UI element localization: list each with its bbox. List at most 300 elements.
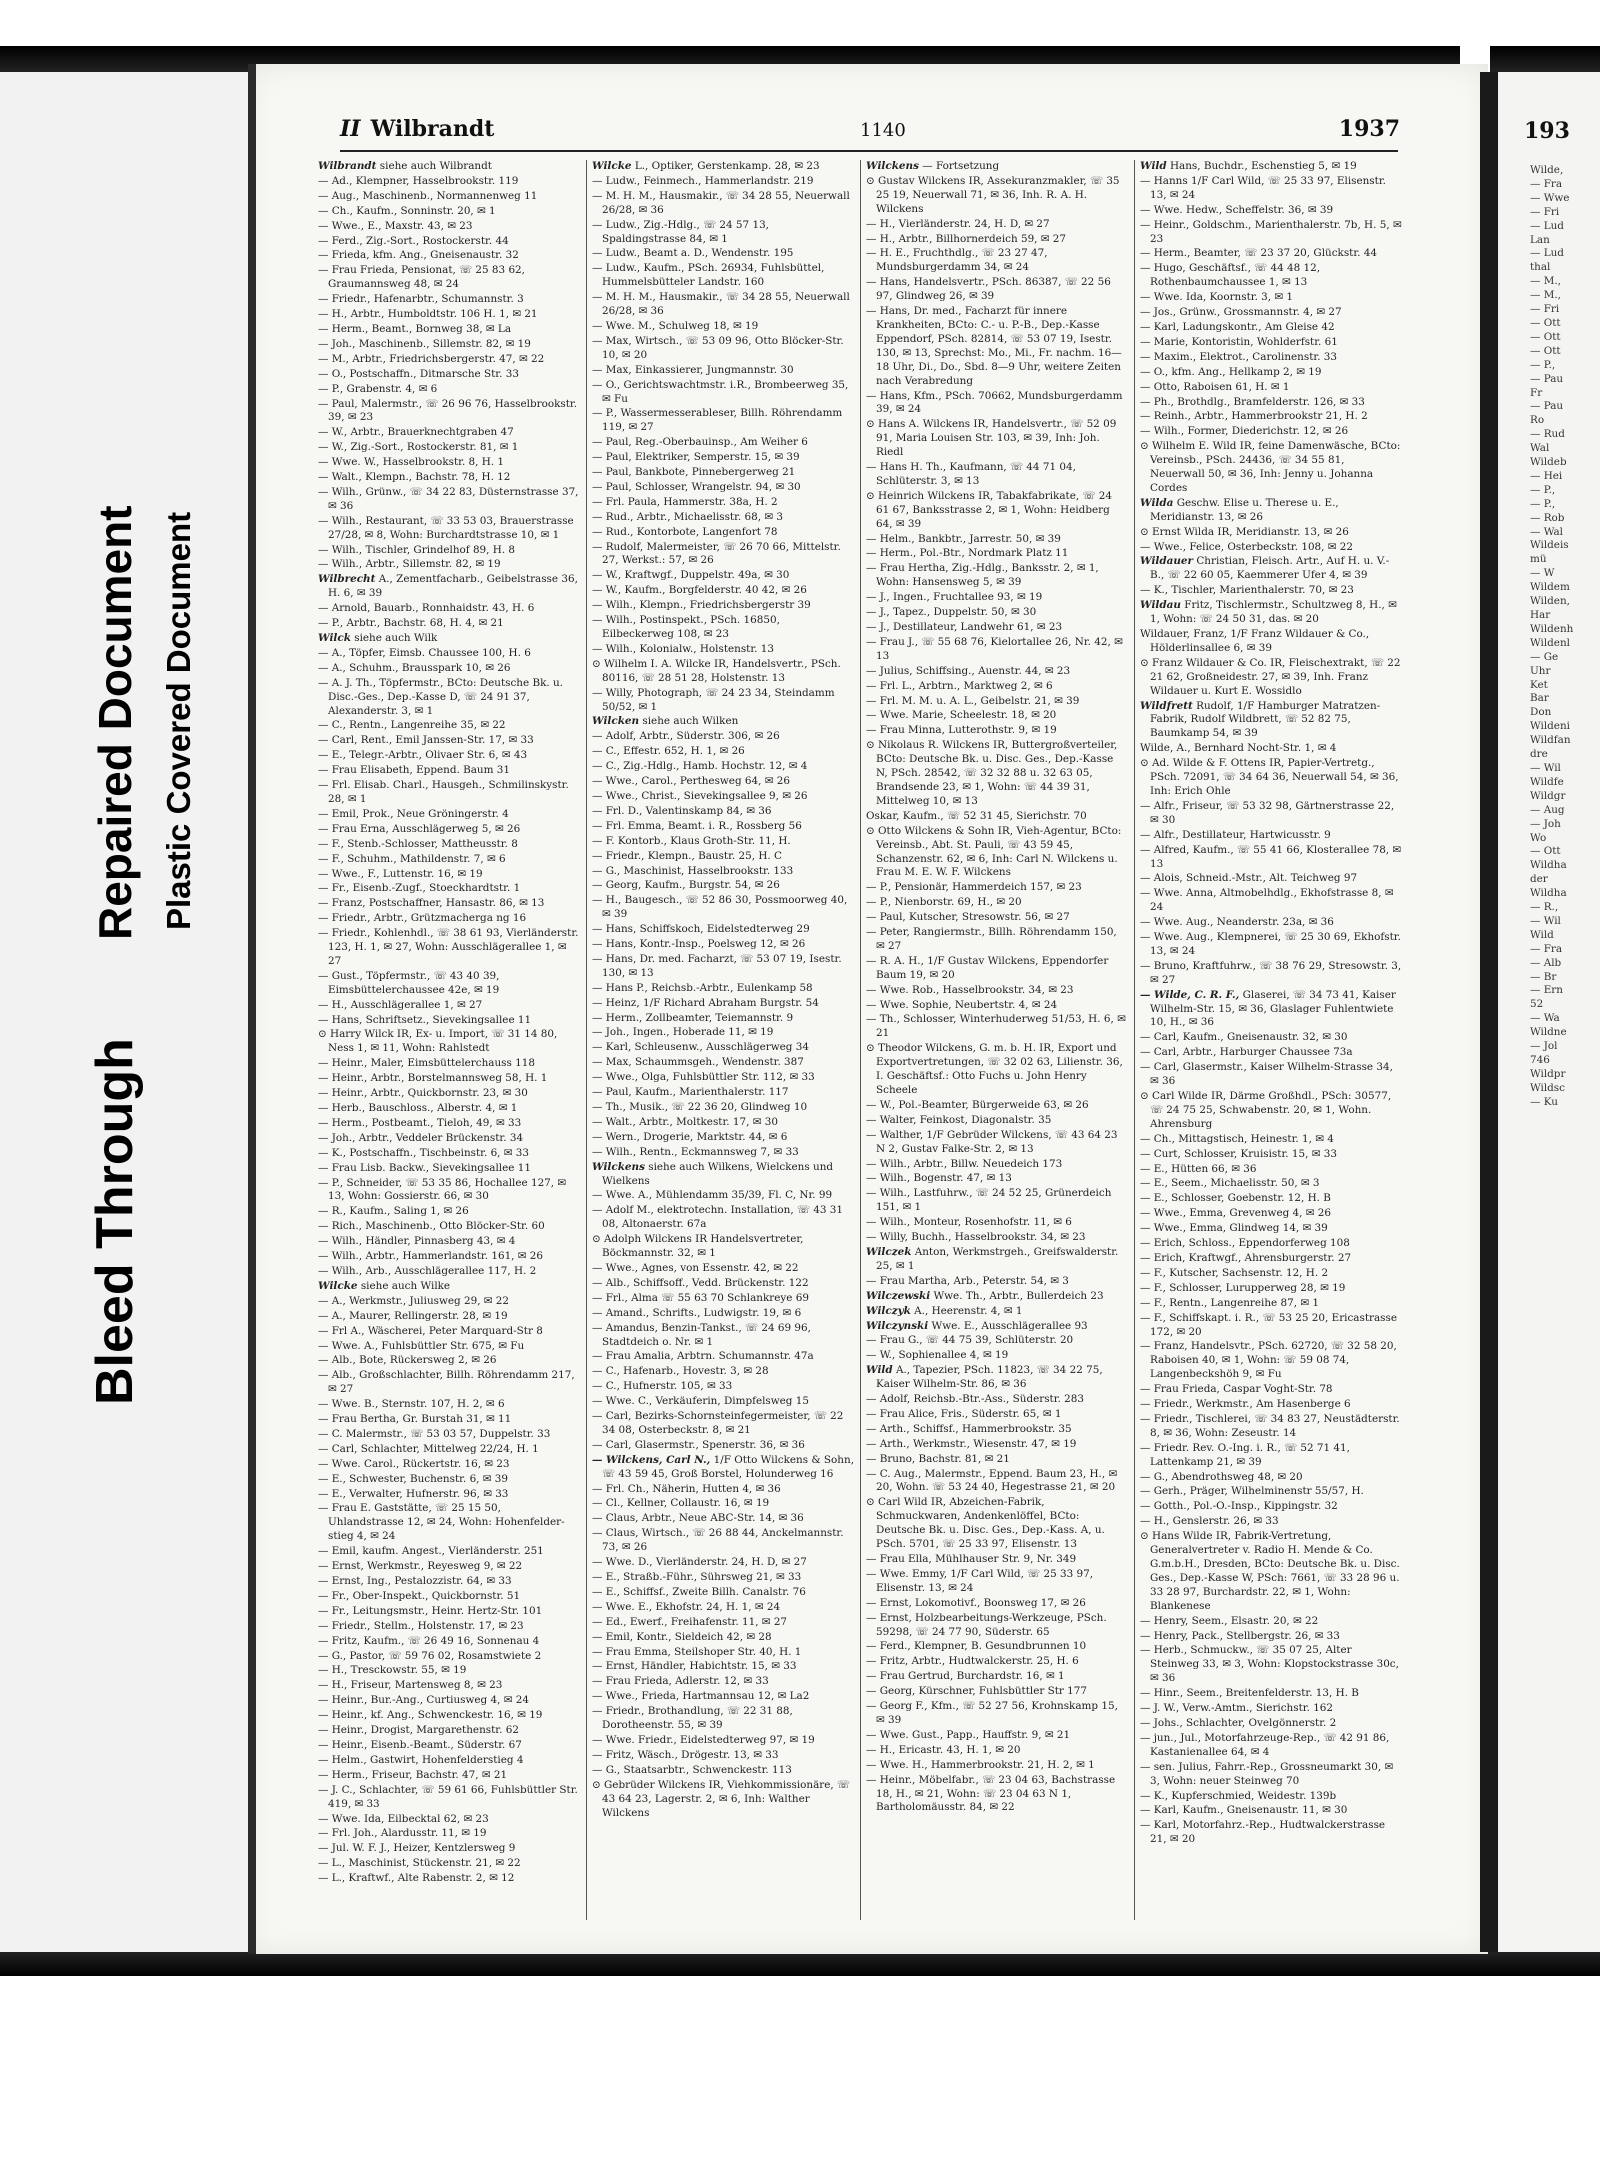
column-divider	[1134, 160, 1135, 1920]
page-gutter	[1480, 72, 1498, 1952]
entry-text: — Friedr., Werkmstr., Am Hasenberge 6	[1140, 1398, 1351, 1411]
next-page-line: — Wil	[1530, 914, 1561, 927]
directory-entry	[1140, 396, 1402, 410]
entry-text: — H., Arbtr., Humboldtstr. 106 H. 1, ✉ 21	[318, 308, 538, 321]
entry-text: — Ludw., Zig.-Hdlg., ☏ 24 57 13, Spaldingstrasse 84, ✉ 1	[592, 218, 769, 245]
directory-entry	[318, 1473, 580, 1487]
directory-entry	[318, 999, 580, 1013]
entry-text: ⊙ Harry Wilck IR, Ex- u. Import, ☏ 31 14 80, Ness 1, ✉ 11, Wohn: Rahlstedt	[318, 1028, 558, 1055]
entry-text: — Frau Alice, Fris., Süderstr. 65, ✉ 1	[866, 1407, 1062, 1420]
entry-surname: — Wilde, C. R. F.,	[1140, 988, 1240, 1001]
directory-entry	[592, 407, 854, 435]
directory-entry	[1140, 262, 1402, 290]
directory-entry	[592, 1527, 854, 1555]
directory-entry	[1140, 829, 1402, 843]
directory-entry	[866, 1655, 1128, 1669]
entry-text: — Wern., Drogerie, Marktstr. 44, ✉ 6	[592, 1130, 788, 1143]
entry-text: — Ernst, Händler, Habichtstr. 15, ✉ 33	[592, 1660, 797, 1673]
entry-text: — Joh., Ingen., Hoberade 11, ✉ 19	[592, 1026, 774, 1039]
directory-entry	[318, 1250, 580, 1264]
entry-text: — Claus, Wirtsch., ☏ 26 88 44, Anckelmannstr. 73, ✉ 26	[592, 1527, 844, 1554]
directory-entry	[592, 1660, 854, 1674]
entry-text: — Heinr., Drogist, Margarethenstr. 62	[318, 1724, 519, 1737]
next-page-line: Ket	[1530, 678, 1548, 691]
directory-entry	[1140, 321, 1402, 335]
next-page-line: — Ott	[1530, 330, 1561, 343]
entry-text: — E., Hütten 66, ✉ 36	[1140, 1162, 1257, 1175]
entry-text: — M., Arbtr., Friedrichsbergerstr. 47, ✉ 22	[318, 352, 545, 365]
directory-entry	[1140, 541, 1402, 555]
directory-entry	[866, 739, 1128, 809]
next-page-line: — Fra	[1530, 177, 1563, 190]
entry-text: — Herm., Zollbeamter, Teiemannstr. 9	[592, 1011, 794, 1024]
entry-text: — Hugo, Geschäftsf., ☏ 44 48 12, Rothenbaumchaussee 1, ✉ 13	[1140, 262, 1321, 289]
directory-entry	[866, 1290, 1128, 1304]
entry-text: Wildauer, Franz, 1/F Franz Wildauer & Co., Hölderlinsallee 6, ✉ 39	[1140, 628, 1370, 654]
entry-text: 1/F Otto Wilckens & Sohn, ☏ 43 59 45, Groß Borstel, Holunderweg 16	[602, 1453, 854, 1480]
directory-entry	[866, 1364, 1128, 1392]
next-page-line: Ro	[1530, 414, 1545, 427]
directory-entry	[866, 533, 1128, 547]
directory-entry	[318, 617, 580, 631]
directory-entry	[318, 897, 580, 911]
entry-surname: Wildauer	[1140, 555, 1194, 568]
entry-text: — Wilh., Kolonialw., Holstenstr. 13	[592, 642, 775, 655]
directory-entry	[866, 1187, 1128, 1215]
entry-text: — W., Kraftwgf., Duppelstr. 49a, ✉ 30	[592, 569, 790, 582]
directory-entry	[592, 364, 854, 378]
directory-entry	[866, 562, 1128, 590]
directory-entry	[592, 850, 854, 864]
directory-entry	[318, 1325, 580, 1339]
entry-text: — Friedr., Stellm., Holstenstr. 17, ✉ 23	[318, 1619, 524, 1632]
entry-text: — Aug., Maschinenb., Normannenweg 11	[318, 189, 538, 202]
entry-text: — Carl, Kaufm., Gneisenaustr. 32, ✉ 30	[1140, 1031, 1348, 1044]
directory-entry	[592, 953, 854, 981]
entry-text: — Hans P., Reichsb.-Arbtr., Eulenkamp 58	[592, 981, 813, 994]
entry-text: — Jos., Grünw., Grossmannstr. 4, ✉ 27	[1140, 306, 1342, 319]
entry-text: — Wilh., Lastfuhrw., ☏ 24 52 25, Grünerdeich 151, ✉ 1	[866, 1187, 1112, 1214]
header-rule	[340, 150, 1398, 152]
entry-text: — Wilh., Postinspekt., PSch. 16850, Eilbeckerweg 108, ✉ 23	[592, 614, 780, 640]
next-page-line: — Fri	[1530, 205, 1560, 218]
directory-entry	[318, 426, 580, 440]
entry-text: — H., Ericastr. 43, H. 1, ✉ 20	[866, 1743, 1021, 1756]
entry-text: — Heinr., Maler, Eimsbüttelerchauss 118	[318, 1057, 535, 1070]
directory-entry	[318, 1488, 580, 1502]
entry-text: — Heinr., kf. Ang., Schwenckestr. 16, ✉ 19	[318, 1709, 543, 1722]
directory-entry	[318, 353, 580, 367]
entry-text: — Fritz, Wäsch., Drögestr. 13, ✉ 33	[592, 1748, 779, 1761]
directory-entry	[1140, 1630, 1402, 1644]
entry-text: — Wwe. Ida, Koornstr. 3, ✉ 1	[1140, 291, 1294, 304]
directory-entry	[592, 1512, 854, 1526]
directory-entry	[592, 1277, 854, 1291]
next-page-line: — Wwe	[1530, 191, 1570, 204]
entry-text: — Erich, Schloss., Eppendorferweg 108	[1140, 1237, 1350, 1250]
next-page-line: — Wil	[1530, 761, 1561, 774]
directory-entry	[866, 1685, 1128, 1699]
directory-entry	[866, 591, 1128, 605]
entry-text: — L., Maschinist, Stückenstr. 21, ✉ 22	[318, 1857, 521, 1870]
directory-entry	[318, 1813, 580, 1827]
entry-text: — F., Kutscher, Sachsenstr. 12, H. 2	[1140, 1266, 1329, 1279]
next-page-line: Lan	[1530, 233, 1550, 246]
entry-text: — Wwe., Felice, Osterbeckstr. 108, ✉ 22	[1140, 540, 1354, 553]
directory-entry	[866, 636, 1128, 664]
entry-text: — Curt, Schlosser, Kruisistr. 15, ✉ 33	[1140, 1147, 1337, 1160]
entry-text: — Carl, Glasermstr., Kaiser Wilhelm-Strasse 34, ✉ 36	[1140, 1061, 1393, 1088]
entry-text: siehe auch Wilkens, Wielckens und Wielkens	[602, 1160, 834, 1187]
entry-surname: Wilczynski	[866, 1319, 929, 1332]
directory-entry	[318, 1220, 580, 1234]
entry-text: — Willy, Photograph, ☏ 24 23 34, Steindamm 50/52, ✉ 1	[592, 686, 835, 713]
entry-text: — A., Maurer, Rellingerstr. 28, ✉ 19	[318, 1309, 508, 1322]
entry-text: — Paul, Schlosser, Wrangelstr. 94, ✉ 30	[592, 480, 801, 493]
entry-text: — P., Nienborstr. 69, H., ✉ 20	[866, 896, 1022, 909]
entry-text: — Wilh., Grünw., ☏ 34 22 83, Düsternstrasse 37, ✉ 36	[318, 485, 579, 512]
entry-text: — Frau Gertrud, Burchardstr. 16, ✉ 1	[866, 1670, 1065, 1683]
column-divider	[586, 160, 587, 1920]
entry-text: — Wilh., Klempn., Friedrichsbergerstr 39	[592, 599, 811, 612]
directory-entry	[866, 955, 1128, 983]
directory-entry	[866, 1568, 1128, 1596]
entry-text: — Ernst, Lokomotivf., Boonsweg 17, ✉ 26	[866, 1596, 1086, 1609]
directory-entry	[866, 1231, 1128, 1245]
entry-surname: — Wilckens, Carl N.,	[592, 1453, 711, 1466]
directory-entry	[318, 486, 580, 514]
directory-entry	[318, 1842, 580, 1856]
entry-text: Wilde, A., Bernhard Nocht-Str. 1, ✉ 4	[1140, 742, 1337, 755]
directory-entry	[866, 1099, 1128, 1113]
entry-text: — Fritz, Kaufm., ☏ 26 49 16, Sonnenau 4	[318, 1634, 540, 1647]
directory-entry	[592, 1131, 854, 1145]
entry-surname: Wilbrandt	[318, 160, 377, 172]
directory-entry	[318, 1590, 580, 1604]
directory-entry	[1140, 989, 1402, 1031]
next-page-line: Wildeb	[1530, 456, 1567, 469]
header-page-number: 1140	[860, 120, 906, 141]
directory-entry	[318, 1177, 580, 1205]
entry-text: — J., Destillateur, Landwehr 61, ✉ 23	[866, 621, 1063, 633]
next-page-line: — R.,	[1530, 901, 1559, 914]
entry-text: — Maxim., Elektrot., Carolinenstr. 33	[1140, 350, 1338, 363]
entry-text: — Helm., Bankbtr., Jarrestr. 50, ✉ 39	[866, 532, 1061, 545]
next-page-line: — P.,	[1530, 483, 1556, 496]
entry-text: ⊙ Adolph Wilckens IR Handelsvertreter, Böckmannstr. 32, ✉ 1	[592, 1233, 804, 1260]
column-divider	[860, 160, 861, 1920]
header-name: Wilbrandt	[370, 116, 495, 142]
directory-entry	[318, 1605, 580, 1619]
directory-entry	[1140, 1312, 1402, 1340]
directory-entry	[1140, 291, 1402, 305]
entry-surname: Wilbrecht	[318, 573, 376, 586]
entry-text: — Karl, Ladungskontr., Am Gleise 42	[1140, 320, 1335, 333]
directory-entry	[1140, 1732, 1402, 1760]
directory-entry	[1140, 366, 1402, 380]
next-page-line: — Fri	[1530, 303, 1560, 316]
entry-text: — A., Schuhm., Brausspark 10, ✉ 26	[318, 661, 511, 674]
entry-text: — R., Kaufm., Saling 1, ✉ 26	[318, 1205, 469, 1218]
entry-text: — Alfr., Friseur, ☏ 53 32 98, Gärtnerstrasse 22, ✉ 30	[1140, 799, 1395, 826]
directory-entry	[318, 558, 580, 572]
header-year: 1937	[1338, 116, 1400, 142]
entry-text: — Alb., Schiffsoff., Vedd. Brückenstr. 122	[592, 1276, 809, 1289]
directory-entry	[866, 1670, 1128, 1684]
directory-entry	[318, 1560, 580, 1574]
entry-text: — Frieda, kfm. Ang., Gneisenaustr. 32	[318, 249, 519, 262]
next-page-line: Wildfe	[1530, 775, 1564, 788]
directory-entry	[592, 599, 854, 613]
entry-text: — Frl. D., Valentinskamp 84, ✉ 36	[592, 804, 772, 817]
entry-text: ⊙ Gustav Wilckens IR, Assekuranzmakler, ☏ 35 25 19, Neuerwall 71, ✉ 36, Inh. R. A. H. Wilckens	[866, 174, 1120, 215]
directory-entry	[866, 1640, 1128, 1654]
entry-text: A., Zementfacharb., Geibelstrasse 36, H. 6, ✉ 39	[328, 573, 578, 600]
directory-entry	[318, 1458, 580, 1472]
entry-text: ⊙ Gebrüder Wilckens IR, Viehkommissionäre, ☏ 43 64 23, Lagerstr. 2, ✉ 6, Inh: Walther Wilckens	[592, 1778, 851, 1819]
next-page-line: Wildeni	[1530, 720, 1570, 733]
directory-entry	[866, 1042, 1128, 1098]
directory-entry	[1140, 1804, 1402, 1818]
page-left-edge	[248, 64, 256, 1954]
directory-entry	[592, 865, 854, 879]
next-page-line: — Joh	[1530, 817, 1561, 830]
directory-entry	[1140, 306, 1402, 320]
directory-entry	[866, 547, 1128, 561]
entry-text: — Heinr., Goldschm., Marienthalerstr. 7b, H. 5, ✉ 23	[1140, 218, 1402, 245]
entry-text: — Heinr., Bur.-Ang., Curtiusweg 4, ✉ 24	[318, 1694, 529, 1707]
entry-text: — Joh., Arbtr., Veddeler Brückenstr. 34	[318, 1131, 524, 1144]
directory-entry	[592, 1586, 854, 1600]
entry-text: — Paul, Kutscher, Stresowstr. 56, ✉ 27	[866, 911, 1070, 924]
directory-entry	[866, 665, 1128, 679]
entry-text: — Emil, kaufm. Angest., Vierländerstr. 251	[318, 1545, 544, 1558]
entry-text: — Frau J., ☏ 55 68 76, Kielortallee 26, Nr. 42, ✉ 13	[866, 635, 1123, 662]
entry-surname: Wildau	[1140, 599, 1181, 612]
directory-entry	[318, 970, 580, 998]
directory-entry	[318, 882, 580, 896]
entry-surname: Wilcke	[592, 160, 632, 172]
entry-text: — Frl. L., Arbtrn., Marktweg 2, ✉ 6	[866, 679, 1053, 692]
directory-entry	[318, 1340, 580, 1354]
next-page-line: — Pau	[1530, 400, 1564, 413]
entry-text: — Walt., Arbtr., Moltkestr. 17, ✉ 30	[592, 1115, 778, 1128]
entry-text: — Wilh., Rentn., Eckmannsweg 7, ✉ 33	[592, 1145, 799, 1158]
entry-text: — Carl, Glasermstr., Spenerstr. 36, ✉ 36	[592, 1438, 805, 1451]
entry-text: — H., Tresckowstr. 55, ✉ 19	[318, 1664, 467, 1677]
directory-entry	[1140, 757, 1402, 799]
entry-text: A., Heerenstr. 4, ✉ 1	[914, 1304, 1023, 1317]
directory-entry	[318, 749, 580, 763]
next-page-line: Wo	[1530, 831, 1547, 844]
directory-entry	[592, 982, 854, 996]
directory-entry	[318, 456, 580, 470]
directory-entry	[1140, 1046, 1402, 1060]
entry-text: — E., Schlosser, Goebenstr. 12, H. B	[1140, 1192, 1331, 1205]
entry-text: — Wilh., Restaurant, ☏ 33 53 03, Brauerstrasse 27/28, ✉ 8, Wohn: Burchardtstrasse 10, ✉ 1	[318, 514, 574, 541]
entry-text: — Herm., Pol.-Btr., Nordmark Platz 11	[866, 547, 1069, 560]
next-page-line: — M.,	[1530, 289, 1561, 302]
directory-entry	[592, 379, 854, 407]
entry-text: ⊙ Wilhelm I. A. Wilcke IR, Handelsvertr., PSch. 80116, ☏ 28 51 28, Holstenstr. 13	[592, 657, 841, 684]
directory-entry	[1140, 1031, 1402, 1045]
next-page-line: — P.,	[1530, 358, 1556, 371]
next-page-line: — W	[1530, 567, 1555, 580]
directory-entry	[1140, 1790, 1402, 1804]
entry-text: — Frl., Alma ☏ 55 63 70 Schlankreye 69	[592, 1291, 809, 1304]
directory-entry	[1140, 1340, 1402, 1382]
entry-text: — Wwe. Anna, Altmobelhdlg., Ekhofstrasse 8, ✉ 24	[1140, 887, 1394, 914]
directory-entry	[1140, 336, 1402, 350]
entry-text: — Rudolf, Malermeister, ☏ 26 70 66, Mittelstr. 27, Werkst.: 57, ✉ 26	[592, 540, 841, 567]
entry-text: — Ernst, Ing., Pestalozzistr. 64, ✉ 33	[318, 1575, 512, 1587]
column-2	[592, 160, 854, 1920]
directory-entry	[318, 853, 580, 867]
next-page-line: Fr	[1530, 386, 1543, 399]
entry-text: — Georg F., Kfm., ☏ 52 27 56, Krohnskamp 15, ✉ 39	[866, 1700, 1118, 1726]
entry-text: — Amand., Schrifts., Ludwigstr. 19, ✉ 6	[592, 1306, 802, 1319]
entry-text: — Wwe. Sophie, Neubertstr. 4, ✉ 24	[866, 998, 1058, 1011]
entry-text: — Herm., Beamt., Bornweg 38, ✉ La	[318, 322, 512, 335]
entry-text: — Paul, Kaufm., Marienthalerstr. 117	[592, 1086, 789, 1099]
entry-text: — Ferd., Klempner, B. Gesundbrunnen 10	[866, 1640, 1087, 1653]
directory-entry	[592, 1262, 854, 1276]
entry-text: — E., Telegr.-Arbtr., Olivaer Str. 6, ✉ 43	[318, 749, 528, 762]
directory-entry	[318, 779, 580, 807]
entry-text: Glaserei, ☏ 34 73 41, Kaiser Wilhelm-Str. 15, ✉ 36, Glaslager Fuhlentwiete 10, H., ✉ 36	[1150, 988, 1396, 1029]
directory-entry	[592, 643, 854, 657]
directory-entry	[592, 1204, 854, 1232]
directory-entry	[592, 1322, 854, 1350]
entry-text: ⊙ Ad. Wilde & F. Ottens IR, Papier-Vertretg., PSch. 72091, ☏ 34 64 36, Neuerwall 54, ✉ 36, Inh: Erich Ohle	[1140, 757, 1399, 797]
next-page-line: — Br	[1530, 970, 1557, 983]
directory-entry	[318, 1072, 580, 1086]
entry-text: — E., Seem., Michaelisstr. 50, ✉ 3	[1140, 1177, 1320, 1190]
entry-text: — Wwe. H., Hammerbrookstr. 21, H. 2, ✉ 1	[866, 1758, 1095, 1771]
entry-text: — Wwe. Aug., Klempnerei, ☏ 25 30 69, Ekhofstr. 13, ✉ 24	[1140, 931, 1401, 957]
directory-entry	[318, 1827, 580, 1841]
directory-entry	[318, 323, 580, 337]
directory-entry	[1140, 1702, 1402, 1716]
next-page-line: Har	[1530, 609, 1551, 621]
entry-text: — O., kfm. Ang., Hellkamp 2, ✉ 19	[1140, 365, 1322, 378]
entry-text: — A. J. Th., Töpfermstr., BCto: Deutsche Bk. u. Disc.-Ges., Dep.-Kasse D, ☏ 24 91 37, Alexanderstr. 3, ✉ 1	[318, 676, 563, 717]
directory-entry	[1140, 1515, 1402, 1529]
entry-text: Christian, Fleisch. Artr., Auf H. u. V.-B., ☏ 22 60 05, Kaemmerer Ufer 4, ✉ 39	[1150, 555, 1390, 582]
entry-text: — Hans, Handelsvertr., PSch. 86387, ☏ 22 56 97, Glindweg 26, ✉ 39	[866, 276, 1111, 303]
directory-entry	[318, 383, 580, 397]
entry-text: — Herm., Beamter, ☏ 23 37 20, Glückstr. 44	[1140, 247, 1377, 260]
entry-text: — A., Töpfer, Eimsb. Chaussee 100, H. 6	[318, 646, 531, 659]
entry-surname: Wilcke	[318, 1279, 358, 1292]
directory-entry	[318, 1369, 580, 1397]
entry-surname: Wilda	[1140, 496, 1174, 509]
directory-entry	[866, 621, 1128, 635]
directory-entry	[318, 1235, 580, 1249]
directory-entry	[866, 680, 1128, 694]
entry-text: — Wwe. C., Verkäuferin, Dimpfelsweg 15	[592, 1395, 809, 1408]
directory-entry	[1140, 1383, 1402, 1397]
directory-entry	[592, 715, 854, 729]
directory-entry	[592, 879, 854, 893]
entry-text: ⊙ Hans A. Wilckens IR, Handelsvertr., ☏ 52 09 91, Maria Louisen Str. 103, ✉ 39, Inh: Joh. Riedl	[866, 418, 1117, 459]
directory-entry	[592, 730, 854, 744]
entry-text: — G., Abendrothsweg 48, ✉ 20	[1140, 1470, 1303, 1483]
directory-entry	[318, 1502, 580, 1544]
directory-entry	[1140, 931, 1402, 959]
entry-text: — Wwe., F., Luttenstr. 16, ✉ 19	[318, 867, 483, 880]
directory-entry	[592, 775, 854, 789]
next-page-line: — Wa	[1530, 1012, 1560, 1025]
directory-entry	[592, 658, 854, 686]
directory-entry	[592, 1012, 854, 1026]
entry-text: — Alfred, Kaufm., ☏ 55 41 66, Klosterallee 78, ✉ 13	[1140, 843, 1402, 870]
directory-entry	[592, 1601, 854, 1615]
directory-entry	[1140, 1413, 1402, 1441]
entry-surname: Wild	[866, 1364, 893, 1377]
entry-text: — Arnold, Bauarb., Ronnhaidstr. 43, H. 6	[318, 602, 535, 615]
entry-text: — H., Ausschlägerallee 1, ✉ 27	[318, 998, 483, 1011]
directory-entry	[1140, 742, 1402, 756]
next-page-line: — Rud	[1530, 428, 1565, 441]
directory-entry	[592, 1146, 854, 1160]
directory-entry	[866, 1393, 1128, 1407]
directory-entry	[318, 1443, 580, 1457]
directory-entry	[592, 1675, 854, 1689]
next-page-line: — Rob	[1530, 511, 1565, 524]
directory-entry	[318, 1635, 580, 1649]
directory-entry	[592, 160, 854, 174]
directory-entry	[866, 1305, 1128, 1319]
entry-text: — E., Schiffsf., Zweite Billh. Canalstr. 76	[592, 1585, 806, 1598]
column-1	[318, 160, 580, 1920]
directory-entry	[866, 1246, 1128, 1274]
repaired-document-label: Repaired Document	[89, 505, 141, 940]
directory-entry	[318, 1102, 580, 1116]
directory-entry	[318, 1205, 580, 1219]
entry-text: — Rud., Kontorbote, Langenfort 78	[592, 525, 778, 538]
directory-entry	[318, 1709, 580, 1723]
entry-text: — Henry, Pack., Stellbergstr. 26, ✉ 33	[1140, 1629, 1340, 1642]
entry-text: — Arth., Schiffsf., Hammerbrookstr. 35	[866, 1422, 1072, 1435]
entry-text: — L., Kraftwf., Alte Rabenstr. 2, ✉ 12	[318, 1872, 515, 1885]
entry-text: — Wwe. M., Schulweg 18, ✉ 19	[592, 319, 759, 332]
entry-text: — Willy, Buchh., Hasselbrookstr. 34, ✉ 23	[866, 1231, 1086, 1244]
entry-text: — Peter, Rangiermstr., Billh. Röhrendamm 150, ✉ 27	[866, 926, 1117, 952]
directory-entry	[592, 262, 854, 290]
directory-entry	[592, 451, 854, 465]
next-page-line: dre	[1530, 748, 1548, 761]
next-page-line: mü	[1530, 553, 1547, 566]
directory-entry	[866, 160, 1128, 174]
entry-text: — Emil, Prok., Neue Gröningerstr. 4	[318, 807, 509, 820]
entry-text: — E., Schwester, Buchenstr. 6, ✉ 39	[318, 1472, 509, 1485]
directory-entry	[1140, 247, 1402, 261]
directory-entry	[318, 912, 580, 926]
directory-entry	[592, 1749, 854, 1763]
directory-entry	[866, 984, 1128, 998]
directory-entry	[866, 709, 1128, 723]
directory-entry	[866, 1453, 1128, 1467]
entry-text: — Max, Schaummsgeh., Wendenstr. 387	[592, 1056, 804, 1069]
directory-entry	[318, 190, 580, 204]
entry-text: — Frau G., ☏ 44 75 39, Schlüterstr. 20	[866, 1334, 1074, 1347]
entry-text: — K., Kupferschmied, Weidestr. 139b	[1140, 1789, 1337, 1802]
directory-entry	[592, 496, 854, 510]
directory-entry	[866, 1172, 1128, 1186]
directory-entry	[866, 695, 1128, 709]
entry-text: — Frl. M. M. u. A. L., Geibelstr. 21, ✉ 39	[866, 694, 1080, 707]
